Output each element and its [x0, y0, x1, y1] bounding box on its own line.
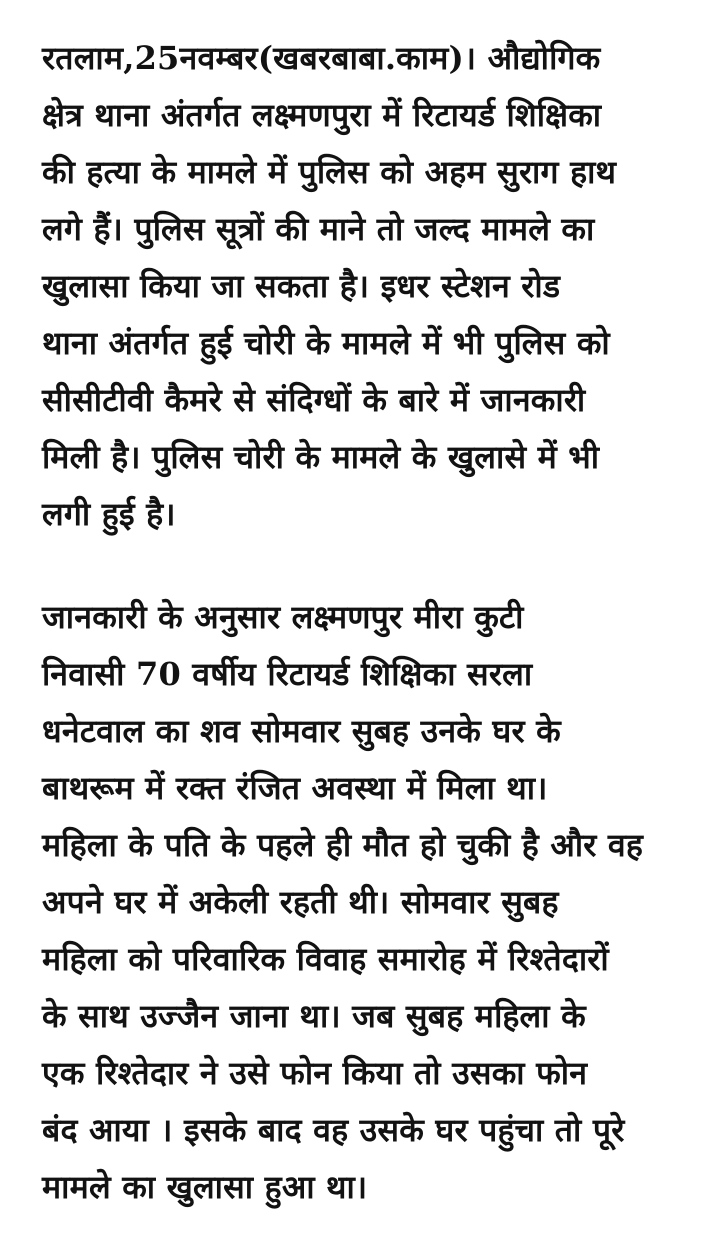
text-line: रतलाम,25नवम्बर(खबरबाबा.काम)। औद्योगिक: [42, 39, 601, 77]
text-line: लगे हैं। पुलिस सूत्रों की माने तो जल्द मामले का: [42, 210, 595, 248]
news-article: [42, 30, 694, 1216]
text-line: मिली है। पुलिस चोरी के मामले के खुलासे में भी: [42, 438, 600, 476]
text-line: लगी हुई है।: [42, 495, 176, 533]
text-line: बाथरूम में रक्त रंजित अवस्था में मिला था।: [42, 769, 548, 807]
text-line: के साथ उज्जैन जाना था। जब सुबह महिला के: [42, 997, 586, 1035]
text-line: धनेटवाल का शव सोमवार सुबह उनके घर के: [42, 712, 561, 750]
text-line: अपने घर में अकेली रहती थी। सोमवार सुबह: [42, 883, 559, 921]
text-line: क्षेत्र थाना अंतर्गत लक्ष्मणपुरा में रिटायर्ड शिक्षिका: [42, 96, 602, 134]
text-line: थाना अंतर्गत हुई चोरी के मामले में भी पुलिस को: [42, 324, 610, 362]
text-line: खुलासा किया जा सकता है। इधर स्टेशन रोड: [42, 267, 561, 305]
text-line: महिला को परिवारिक विवाह समारोह में रिश्तेदारों: [42, 940, 609, 978]
text-line: बंद आया । इसके बाद वह उसके घर पहुंचा तो पूरे: [42, 1111, 625, 1149]
text-line: एक रिश्तेदार ने उसे फोन किया तो उसका फोन: [42, 1054, 588, 1092]
paragraph: [42, 30, 694, 543]
text-line: जानकारी के अनुसार लक्ष्मणपुर मीरा कुटी: [42, 598, 524, 636]
text-line: मामले का खुलासा हुआ था।: [42, 1168, 368, 1206]
text-line: निवासी 70 वर्षीय रिटायर्ड शिक्षिका सरला: [42, 655, 533, 693]
text-line: की हत्या के मामले में पुलिस को अहम सुराग हाथ: [42, 153, 617, 191]
text-line: सीसीटीवी कैमरे से संदिग्धों के बारे में जानकारी: [42, 381, 586, 419]
paragraph: [42, 589, 694, 1216]
text-line: महिला के पति के पहले ही मौत हो चुकी है और वह: [42, 826, 644, 864]
